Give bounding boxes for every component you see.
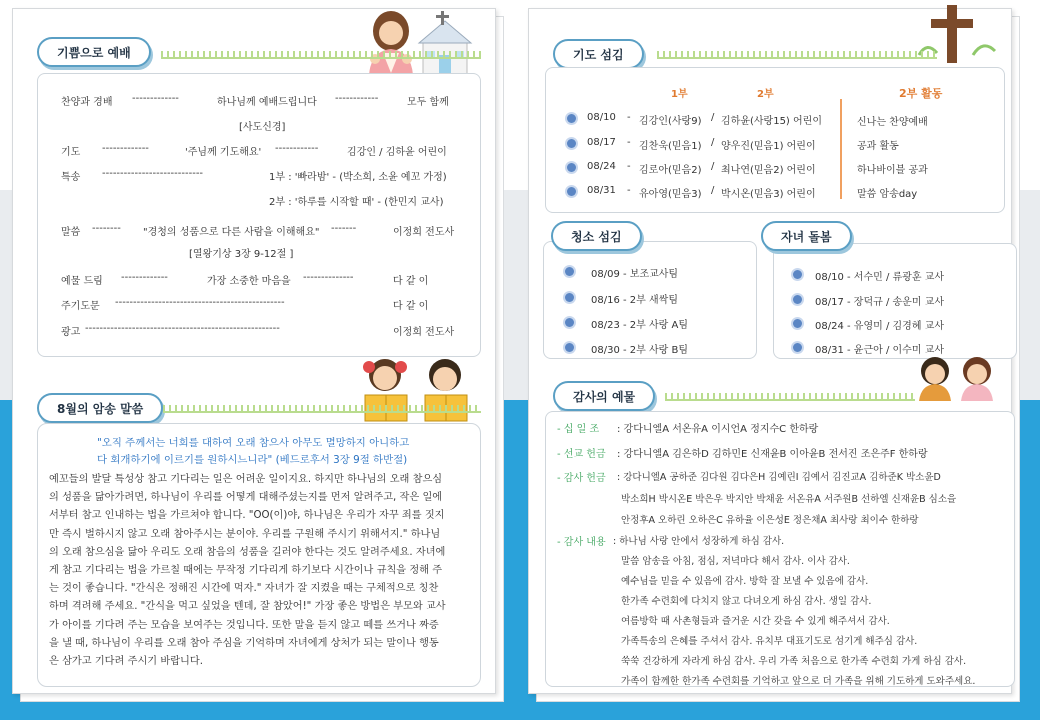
prayer-part2: 박시온(믿음3) 어린이 (721, 189, 816, 200)
cleaning-row: 08/30 - 2부 사랑 B팀 (591, 345, 689, 356)
dash-leader: ------------ (275, 143, 319, 154)
paragraph-line: 의 성품을 닮아가려면, 하나님이 우리를 어떻게 대해주셨는지를 먼저 알려주고, 작은 일에 (49, 492, 443, 504)
bullet-icon (793, 343, 802, 352)
left-page (12, 8, 496, 694)
prayer-slash: / (711, 137, 715, 148)
header-ruler (657, 51, 937, 59)
bullet-icon (567, 139, 576, 148)
prayer-slash: / (711, 112, 715, 123)
tithe-label: - 십 일 조 (557, 424, 600, 435)
bullet-icon (565, 318, 574, 327)
childcare-row: 08/31 - 윤근아 / 이수미 교사 (815, 345, 944, 356)
dash-leader: ------------------------------------------------------ (85, 323, 280, 334)
prayer-part1: 김로아(믿음2) (639, 165, 702, 176)
childcare-section-title: 자녀 돌봄 (761, 221, 852, 251)
jesus-church-illustration (361, 7, 481, 77)
prayer-date: 08/24 (587, 161, 616, 172)
paragraph-line: 은 삼가고 기다려 주시기 바랍니다. (49, 656, 203, 668)
header-ruler (665, 393, 915, 401)
activity-item: 신나는 찬양예배 (857, 117, 928, 128)
mission-names: : 강다니엘A 김은하D 김하민E 신재윤B 이아윤B 전서진 조은주F 한하랑 (617, 449, 928, 460)
right-page (528, 8, 1012, 694)
worship-label: 예물 드림 (61, 276, 103, 287)
worship-label: 말씀 (61, 227, 81, 238)
dash-leader: ------------- (102, 143, 149, 154)
paragraph-line: 을 낼 때, 하나님이 우리를 오래 참아 주심을 기억하며 자녀에게 상처가 되는 말이나 행동 (49, 637, 439, 649)
prayer-sep: - (627, 137, 631, 148)
paragraph-line: 서부터 참고 인내하는 법을 가르쳐야 합니다. "OO(이)야, 하나님은 우리가 자꾸 죄를 짓지 (49, 510, 445, 522)
paragraph-line: 하며 격려해 주세요. "간식을 먹고 싶었을 텐데, 잘 참았어!" 가장 좋은 방법은 부모와 교사 (49, 601, 446, 613)
prayer-col-1: 1부 (671, 89, 688, 100)
thanks-content: 예수님을 믿을 수 있음에 감사. 방학 잘 보낼 수 있음에 감사. (621, 576, 869, 587)
bullet-icon (793, 295, 802, 304)
prayer-slash: / (711, 161, 715, 172)
offering-section-title: 감사의 예물 (553, 381, 655, 411)
paragraph-line: 는 것이 좋습니다. "간식은 정해진 시간에 먹자." 자녀가 잘 지켰을 때는 구체적으로 칭찬 (49, 583, 439, 595)
activity-item: 공과 활동 (857, 141, 899, 152)
worship-leader: 김강인 / 김하윤 어린이 (347, 147, 447, 158)
cleaning-row: 08/23 - 2부 사랑 A팀 (591, 320, 688, 331)
worship-label: 찬양과 경배 (61, 97, 113, 108)
dash-leader: -------------- (303, 272, 354, 283)
memory-verse-line-1: "오직 주께서는 너희를 대하여 오래 참으사 아무도 멸망하지 아니하고 (97, 437, 410, 449)
worship-item: 2부 : '하루를 시작할 때' - (한민지 교사) (269, 197, 444, 208)
paragraph-line: 게 참고 기다리는 법을 가르칠 때에는 무작정 기다리게 하기보다 시간이나 규칙을 정해 주 (49, 565, 443, 577)
prayer-sep: - (627, 112, 631, 123)
activity-item: 말씀 암송day (857, 189, 918, 200)
bullet-icon (565, 343, 574, 352)
thanks-content: 한가족 수련회에 다치지 않고 다녀오게 하심 감사. 생일 감사. (621, 596, 872, 607)
thanks-names: : 강다니엘A 공하준 김다원 김다은H 김예린I 김예서 김진교A 김하준K 박소윤D (617, 472, 941, 483)
worship-leader: 이정희 전도사 (393, 227, 455, 238)
bullet-icon (567, 187, 576, 196)
prayer-part1: 유아영(믿음3) (639, 189, 702, 200)
activity-title: 2부 활동 (899, 87, 943, 100)
mission-label: - 선교 헌금 (557, 449, 606, 460)
prayer-sep: - (627, 161, 631, 172)
memory-explanation (49, 471, 479, 671)
worship-label: 광고 (61, 327, 81, 338)
paragraph-line: 의 오래 참으심을 닮아 우리도 오래 참음의 성품을 길러야 한다는 것도 알려주세요. 자녀에 (49, 546, 446, 558)
thanks-content-label: - 감사 내용 (557, 537, 606, 548)
worship-label: 주기도문 (61, 301, 100, 312)
childcare-row: 08/24 - 유영미 / 김경혜 교사 (815, 321, 944, 332)
bullet-icon (565, 293, 574, 302)
worship-order-box (37, 73, 481, 357)
worship-note: [열왕기상 3장 9-12절 ] (189, 249, 294, 260)
memory-section-title: 8월의 암송 말씀 (37, 393, 163, 423)
paragraph-line: 예꼬들의 발달 특성상 참고 기다리는 일은 어려운 일이지요. 하지만 하나님의 오래 참으심 (49, 474, 443, 485)
childcare-row: 08/17 - 장덕규 / 송운미 교사 (815, 297, 944, 308)
dash-leader: ------------ (335, 93, 379, 104)
worship-item: 가장 소중한 마음을 (207, 276, 291, 287)
worship-note: [사도신경] (239, 122, 286, 133)
thanks-content: 말씀 암송을 아침, 점심, 저녁마다 해서 감사. 이사 감사. (621, 556, 850, 567)
activity-item: 하나바이블 공과 (857, 165, 928, 176)
worship-item: 하나님께 예배드립니다 (217, 97, 317, 108)
bullet-icon (567, 114, 576, 123)
prayer-part1: 김강인(사랑9) (639, 116, 702, 127)
cleaning-section-title: 청소 섬김 (551, 221, 642, 251)
worship-label: 기도 (61, 147, 81, 158)
thanks-content: 가족특송의 은혜를 주셔서 감사. 유치부 대표기도로 섬기게 해주심 감사. (621, 636, 918, 647)
prayer-section-title: 기도 섬김 (553, 39, 644, 69)
paragraph-line: 가 아이를 기다려 주는 모습을 보여주는 것입니다. 또한 말을 듣지 않고 떼를 쓰거나 짜증 (49, 619, 439, 631)
prayer-col-2: 2부 (757, 89, 774, 100)
worship-label: 특송 (61, 172, 81, 183)
prayer-part2: 김하윤(사랑15) 어린이 (721, 116, 822, 127)
header-ruler (161, 51, 481, 59)
prayer-part2: 양우진(믿음1) 어린이 (721, 141, 816, 152)
prayer-date: 08/31 (587, 185, 616, 196)
bullet-icon (565, 267, 574, 276)
cleaning-row: 08/09 - 보조교사팀 (591, 269, 679, 280)
prayer-part1: 김찬욱(믿음1) (639, 141, 702, 152)
thanks-content: 쑥쑥 건강하게 자라게 하심 감사. 우리 가족 처음으로 한가족 수련회 가게 하심 감사. (621, 656, 967, 667)
bullet-icon (793, 319, 802, 328)
thanks-content: 여름방학 때 사촌형들과 즐거운 시간 갖을 수 있게 해주셔서 감사. (621, 616, 890, 627)
childcare-row: 08/10 - 서수민 / 류광훈 교사 (815, 272, 944, 283)
worship-item: 1부 : '빠라밤' - (박소희, 소윤 예꼬 가정) (269, 172, 447, 183)
prayer-sep: - (627, 185, 631, 196)
thanks-names: 안정후A 오하린 오하은C 유하율 이은성E 정은채A 최사랑 최이수 한하랑 (621, 515, 919, 526)
thanks-offering-label: - 감사 헌금 (557, 473, 606, 484)
paragraph-line: 만 즉시 벌하시지 않고 오래 참아주시는 분이야. 우리를 구원해 주시기 위해서지." 하나님 (49, 528, 441, 540)
prayer-date: 08/17 (587, 137, 616, 148)
prayer-slash: / (711, 185, 715, 196)
worship-section-title: 기쁨으로 예배 (37, 37, 151, 67)
dash-leader: ----------------------------------------------- (115, 297, 285, 308)
bullet-icon (567, 163, 576, 172)
thanks-content: : 하나님 사랑 안에서 성장하게 하심 감사. (613, 536, 785, 547)
prayer-part2: 최나연(믿음2) 어린이 (721, 165, 816, 176)
worship-item: '주님께 기도해요' (185, 147, 262, 158)
bullet-icon (793, 270, 802, 279)
sermon-title: "경청의 성품으로 다른 사람을 이해해요" (143, 227, 320, 238)
dash-leader: ------------- (121, 272, 168, 283)
memory-verse-line-2: 다 회개하기에 이르기를 원하시느니라" (베드로후서 3장 9절 하반절) (97, 454, 408, 466)
praying-kids-illustration (905, 353, 1005, 401)
dash-leader: -------- (92, 223, 121, 234)
worship-leader: 모두 함께 (407, 97, 449, 108)
worship-leader: 다 같 이 (393, 301, 429, 312)
prayer-divider (840, 99, 842, 199)
dash-leader: ------- (331, 223, 357, 234)
dash-leader: ------------- (132, 93, 179, 104)
tithe-names: : 강다니엘A 서온유A 이시언A 정지수C 한하랑 (617, 424, 819, 435)
thanks-names: 박소희H 박시온E 박은우 박지안 박채윤 서온유A 서주원B 선하엘 신재윤B 심소을 (621, 494, 957, 505)
thanks-content: 가족이 함께한 한가족 수련회를 기억하고 앞으로 더 가족을 위해 기도하게 도와주세요. (621, 676, 976, 687)
worship-leader: 다 같 이 (393, 276, 429, 287)
prayer-date: 08/10 (587, 112, 616, 123)
header-ruler (163, 405, 481, 413)
dash-leader: ---------------------------- (102, 168, 204, 179)
worship-leader: 이정희 전도사 (393, 327, 455, 338)
cleaning-row: 08/16 - 2부 새싹팀 (591, 295, 678, 306)
